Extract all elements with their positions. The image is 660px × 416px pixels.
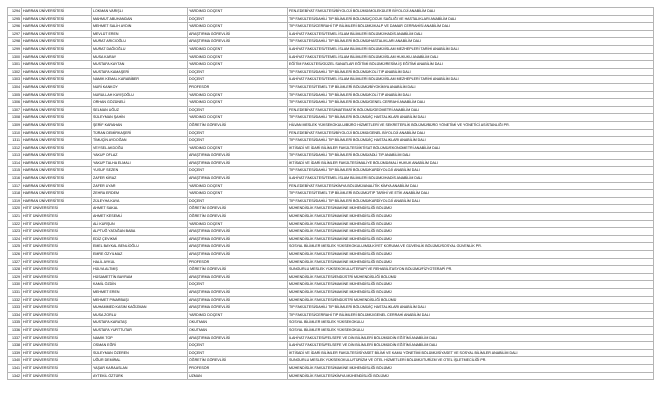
person-name-cell[interactable]: ALİ KURŞUN [92,220,188,228]
department-cell[interactable]: TIP FAKÜLTESİ/TEMEL TIP BİLİMLERİ BÖLÜMÜ/TIP TARİHİ VE ETİK ANABİLİM DALI [288,190,654,198]
table-row [8,220,654,228]
university-cell[interactable]: HARRAN ÜNİVERSİTESİ [22,121,92,129]
row-number-cell[interactable]: 1325 [8,243,22,251]
department-cell[interactable]: İKTİSADİ VE İDARİ BİLİMLER FAKÜLTESİ/İKTİSAT BÖLÜMÜ/EKONOMETRİ ANABİLİM DALI [288,144,654,152]
row-number-cell[interactable]: 1300 [8,53,22,61]
academic-title-cell[interactable]: DOÇENT [188,76,288,84]
academic-title-cell[interactable]: ARAŞTIRMA GÖREVLİSİ [188,304,288,312]
academic-title-cell[interactable]: ÖĞRETİM GÖREVLİSİ [188,357,288,365]
academic-title-cell[interactable]: YARDIMCI DOÇENT [188,99,288,107]
university-cell[interactable]: HARRAN ÜNİVERSİTESİ [22,137,92,145]
academic-title-cell[interactable]: DOÇENT [188,15,288,23]
academic-title-cell[interactable]: OKUTMAN [188,326,288,334]
academic-title-cell[interactable]: ARAŞTIRMA GÖREVLİSİ [188,243,288,251]
person-name-cell[interactable]: YAŞAR KARAASLAN [92,364,188,372]
row-number-cell[interactable]: 1337 [8,334,22,342]
academic-title-cell[interactable]: ARAŞTIRMA GÖREVLİSİ [188,251,288,259]
person-name-cell[interactable]: EMEL BAYKAL BENLİOĞLU [92,243,188,251]
person-name-cell[interactable]: NAMIK TOP [92,334,188,342]
person-name-cell[interactable]: YAKUP OFLAZ [92,152,188,160]
row-number-cell[interactable]: 1315 [8,167,22,175]
person-name-cell[interactable]: MUSTAFA YURTTUTAR [92,326,188,334]
university-cell[interactable]: HARRAN ÜNİVERSİTESİ [22,15,92,23]
table-row [8,152,654,160]
person-name-cell[interactable]: SÜLEYMAN ŞAHİN [92,114,188,122]
row-number-cell[interactable]: 1306 [8,99,22,107]
person-name-cell[interactable]: AHMET KESEMLİ [92,213,188,221]
academic-title-cell[interactable]: OKUTMAN [188,319,288,327]
university-cell[interactable]: HARRAN ÜNİVERSİTESİ [22,175,92,183]
university-cell[interactable]: HİTİT ÜNİVERSİTESİ [22,334,92,342]
row-number-cell[interactable]: 1307 [8,106,22,114]
row-number-cell[interactable]: 1316 [8,175,22,183]
table-row [8,364,654,372]
table-row [8,91,654,99]
person-name-cell[interactable]: MURAT DAĞIOĞLU [92,45,188,53]
university-cell[interactable]: HİTİT ÜNİVERSİTESİ [22,319,92,327]
table-row [8,296,654,304]
university-cell[interactable]: HİTİT ÜNİVERSİTESİ [22,243,92,251]
department-cell[interactable]: TIP FAKÜLTESİ/DAHİLİ TIP BİLİMLERİ BÖLÜMÜ/İÇ HASTALIKLARI ANABİLİM DALI [288,137,654,145]
row-number-cell[interactable]: 1334 [8,311,22,319]
department-cell[interactable]: MÜHENDİSLİK FAKÜLTESİ/ENDÜSTRİ MÜHENDİSLİĞİ BÖLÜMÜ [288,273,654,281]
person-name-cell[interactable]: HALİL AYKUL [92,258,188,266]
person-name-cell[interactable]: AHMET SAKAL [92,205,188,213]
university-cell[interactable]: HİTİT ÜNİVERSİTESİ [22,228,92,236]
table-row [8,129,654,137]
department-cell[interactable]: SUNGURLU MESLEK YÜKSEKOKULU/TÜRİZM VE OTEL HİZMETLERİ BÖLÜMÜ/TURİZM VE OTEL İŞLETMECİLİĞİ PR. [288,357,654,365]
department-cell[interactable]: MÜHENDİSLİK FAKÜLTESİ/MAKİNE MÜHENDİSLİĞİ BÖLÜMÜ [288,213,654,221]
person-name-cell[interactable]: UĞUR DEMİRAL [92,357,188,365]
university-cell[interactable]: HARRAN ÜNİVERSİTESİ [22,99,92,107]
academic-title-cell[interactable]: DOÇENT [188,342,288,350]
department-cell[interactable]: TIP FAKÜLTESİ/TEMEL TIP BİLİMLERİ BÖLÜMÜ/BİYOKİMYA ANABİLİM DALI [288,83,654,91]
department-cell[interactable]: MÜHENDİSLİK FAKÜLTESİ/MAKİNE MÜHENDİSLİĞİ BÖLÜMÜ [288,251,654,259]
person-name-cell[interactable]: SELMAN UĞUZ [92,106,188,114]
table-row [8,281,654,289]
university-cell[interactable]: HARRAN ÜNİVERSİTESİ [22,144,92,152]
row-number-cell[interactable]: 1338 [8,342,22,350]
university-cell[interactable]: HARRAN ÜNİVERSİTESİ [22,167,92,175]
academic-title-cell[interactable]: YARDIMCI DOÇENT [188,53,288,61]
academic-title-cell[interactable]: ARAŞTIRMA GÖREVLİSİ [188,30,288,38]
staff-table-body [8,8,654,380]
person-name-cell[interactable]: MUSTAFA KAYTAN [92,61,188,69]
staff-table [7,7,654,380]
academic-title-cell[interactable]: PROFESÖR [188,83,288,91]
department-cell[interactable]: İLAHİYAT FAKÜLTESİ/TEMEL İSLAM BİLİMLERİ BÖLÜMÜ/İSLAM HUKUKU ANABİLİM DALI [288,53,654,61]
person-name-cell[interactable]: MUSA ZORLU [92,311,188,319]
table-row [8,106,654,114]
table-row [8,83,654,91]
row-number-cell[interactable]: 1303 [8,76,22,84]
person-name-cell[interactable]: YAKUP TALHA ELMALI [92,159,188,167]
university-cell[interactable]: HARRAN ÜNİVERSİTESİ [22,45,92,53]
table-row [8,121,654,129]
table-row [8,61,654,69]
academic-title-cell[interactable]: DOÇENT [188,197,288,205]
table-row [8,266,654,274]
table-row [8,197,654,205]
department-cell[interactable]: HİLVAN MESLEK YÜKSEKOKULU/BÜRO HİZMETLERİ VE SEKRETERLİK BÖLÜMÜ/BÜRO YÖNETİMİ VE YÖNETİCİ ASİSTANLIĞI PR. [288,121,654,129]
academic-title-cell[interactable]: DOÇENT [188,68,288,76]
university-cell[interactable]: HİTİT ÜNİVERSİTESİ [22,296,92,304]
row-number-cell[interactable]: 1301 [8,61,22,69]
person-name-cell[interactable]: OSMAN EĞRİ [92,342,188,350]
department-cell[interactable]: MÜHENDİSLİK FAKÜLTESİ/MAKİNE MÜHENDİSLİĞİ BÖLÜMÜ [288,235,654,243]
department-cell[interactable]: TIP FAKÜLTESİ/DAHİLİ TIP BİLİMLERİ BÖLÜMÜ/GENEL CERRAHİ ANABİLİM DALI [288,99,654,107]
table-row [8,137,654,145]
table-row [8,288,654,296]
academic-title-cell[interactable]: ÖĞRETİM GÖREVLİSİ [188,121,288,129]
academic-title-cell[interactable]: YARDIMCI DOÇENT [188,190,288,198]
row-number-cell[interactable]: 1342 [8,372,22,380]
university-cell[interactable]: HİTİT ÜNİVERSİTESİ [22,311,92,319]
academic-title-cell[interactable]: PROFESÖR [188,364,288,372]
academic-title-cell[interactable]: ARAŞTIRMA GÖREVLİSİ [188,334,288,342]
row-number-cell[interactable]: 1296 [8,23,22,31]
person-name-cell[interactable]: ALPTUĞ YATAĞAN BABA [92,228,188,236]
person-name-cell[interactable]: MUSTAFA KAMAŞERİ [92,68,188,76]
person-name-cell[interactable]: MEHMET PINARBAŞI [92,296,188,304]
department-cell[interactable]: MÜHENDİSLİK FAKÜLTESİ/ENDÜSTRİ MÜHENDİSLİĞİ BÖLÜMÜ [288,296,654,304]
table-row [8,372,654,380]
department-cell[interactable]: TIP FAKÜLTESİ/DAHİLİ TIP BİLİMLERİ BÖLÜMÜ/HASTALIKLARI ANABİLİM DALI [288,38,654,46]
table-row [8,38,654,46]
person-name-cell[interactable]: ZAFER KİRAZ [92,175,188,183]
university-cell[interactable]: HARRAN ÜNİVERSİTESİ [22,61,92,69]
row-number-cell[interactable]: 1328 [8,266,22,274]
university-cell[interactable]: HARRAN ÜNİVERSİTESİ [22,23,92,31]
person-name-cell[interactable]: ZÜLEYHA KAYA [92,197,188,205]
row-number-cell[interactable]: 1318 [8,190,22,198]
person-name-cell[interactable]: HÜSAMETTİN BAYRAM [92,273,188,281]
university-cell[interactable]: HARRAN ÜNİVERSİTESİ [22,106,92,114]
university-cell[interactable]: HARRAN ÜNİVERSİTESİ [22,8,92,16]
table-row [8,342,654,350]
department-cell[interactable]: MÜHENDİSLİK FAKÜLTESİ/MAKİNE MÜHENDİSLİĞİ BÖLÜMÜ [288,281,654,289]
table-row [8,45,654,53]
department-cell[interactable]: İLAHİYAT FAKÜLTESİ/TEMEL İSLAM BİLİMLERİ BÖLÜMÜ/İSLAM MEZHEPLERİ TARİHİ ANABİLİM DALI [288,45,654,53]
department-cell[interactable]: TIP FAKÜLTESİ/DAHİLİ TIP BİLİMLERİ BÖLÜMÜ/İÇ HASTALIKLARI ANABİLİM DALI [288,304,654,312]
department-cell[interactable]: TIP FAKÜLTESİ/DAHİLİ TIP BİLİMLERİ BÖLÜMÜ/KARDİYOLOJİ ANABİLİM DALI [288,197,654,205]
table-row [8,258,654,266]
department-cell[interactable]: MÜHENDİSLİK FAKÜLTESİ/MAKİNE MÜHENDİSLİĞİ BÖLÜMÜ [288,228,654,236]
department-cell[interactable]: FEN-EDEBİYAT FAKÜLTESİ/BİYOLOJİ BÖLÜMÜ/MOLEKÜLER BİYOLOJİ ANABİLİM DALI [288,8,654,16]
academic-title-cell[interactable]: YARDIMCI DOÇENT [188,220,288,228]
academic-title-cell[interactable]: ARAŞTIRMA GÖREVLİSİ [188,38,288,46]
university-cell[interactable]: HİTİT ÜNİVERSİTESİ [22,349,92,357]
academic-title-cell[interactable]: DOÇENT [188,349,288,357]
row-number-cell[interactable]: 1335 [8,319,22,327]
department-cell[interactable]: İLAHİYAT FAKÜLTESİ/TEMEL İSLAM BİLİMLERİ BÖLÜMÜ/HADİS ANABİLİM DALI [288,30,654,38]
table-row [8,357,654,365]
row-number-cell[interactable]: 1304 [8,83,22,91]
academic-title-cell[interactable]: ARAŞTIRMA GÖREVLİSİ [188,296,288,304]
table-row [8,182,654,190]
row-number-cell[interactable]: 1331 [8,288,22,296]
department-cell[interactable]: FEN-EDEBİYAT FAKÜLTESİ/MATEMATİK BÖLÜMÜ/GEOMETRİ ANABİLİM DALI [288,106,654,114]
university-cell[interactable]: HİTİT ÜNİVERSİTESİ [22,326,92,334]
person-name-cell[interactable]: TÜRAN DEMİRKAŞERİ [92,129,188,137]
academic-title-cell[interactable]: ÖĞRETİM GÖREVLİSİ [188,205,288,213]
table-row [8,8,654,16]
university-cell[interactable]: HİTİT ÜNİVERSİTESİ [22,372,92,380]
person-name-cell[interactable]: LOKMAN VARIŞLI [92,8,188,16]
table-row [8,144,654,152]
department-cell[interactable]: SUNGURLU MESLEK YÜKSEKOKULU/TERAPİ VE REHABİLİTASYON BÖLÜMÜ/FİZYOTERAPİ PR. [288,266,654,274]
university-cell[interactable]: HİTİT ÜNİVERSİTESİ [22,220,92,228]
person-name-cell[interactable]: NURULLAH KAYIŞOĞLU [92,91,188,99]
person-name-cell[interactable]: AYTEKİL ÖZTÜRK [92,372,188,380]
row-number-cell[interactable]: 1294 [8,8,22,16]
person-name-cell[interactable]: EDİZ ÇEVIKMİ [92,235,188,243]
department-cell[interactable]: SOSYAL BİLİMLER MESLEK YÜKSEKOKULU/MÜLKİYET KORUMA VE GÜVENLİK BÖLÜMÜ/SOSYAL GÜVENLİK PR. [288,243,654,251]
academic-title-cell[interactable]: ARAŞTIRMA GÖREVLİSİ [188,235,288,243]
academic-title-cell[interactable]: YARDIMCI DOÇENT [188,45,288,53]
row-number-cell[interactable]: 1332 [8,296,22,304]
academic-title-cell[interactable]: YARDIMCI DOÇENT [188,23,288,31]
table-row [8,334,654,342]
academic-title-cell[interactable]: ARAŞTIRMA GÖREVLİSİ [188,228,288,236]
department-cell[interactable]: TIP FAKÜLTESİ/CERRAHİ TIP BİLİMLERİ BÖLÜMÜ/GENEL CERRAHİ ANABİLİM DALI [288,311,654,319]
person-name-cell[interactable]: SÜLEYMAN ÖZEREN [92,349,188,357]
academic-title-cell[interactable]: ARAŞTIRMA GÖREVLİSİ [188,273,288,281]
table-row [8,349,654,357]
university-cell[interactable]: HİTİT ÜNİVERSİTESİ [22,213,92,221]
academic-title-cell[interactable]: ARAŞTIRMA GÖREVLİSİ [188,159,288,167]
department-cell[interactable]: İLAHİYAT FAKÜLTESİ/TEMEL İSLAM BİLİMLERİ BÖLÜMÜ/HADİS ANABİLİM DALI [288,175,654,183]
table-row [8,326,654,334]
department-cell[interactable]: SOSYAL BİLİMLER MESLEK YÜKSEKOKULU [288,319,654,327]
university-cell[interactable]: HARRAN ÜNİVERSİTESİ [22,129,92,137]
university-cell[interactable]: HARRAN ÜNİVERSİTESİ [22,91,92,99]
row-number-cell[interactable]: 1310 [8,129,22,137]
table-row [8,304,654,312]
table-row [8,213,654,221]
university-cell[interactable]: HİTİT ÜNİVERSİTESİ [22,235,92,243]
department-cell[interactable]: FEN-EDEBİYAT FAKÜLTESİ/KİMYA BÖLÜMÜ/ANALİTİK KİMYA ANABİLİM DALI [288,182,654,190]
department-cell[interactable]: MÜHENDİSLİK FAKÜLTESİ/KİMYA MÜHENDİSLİĞİ BÖLÜMÜ [288,372,654,380]
row-number-cell[interactable]: 1339 [8,349,22,357]
table-row [8,76,654,84]
academic-title-cell[interactable]: DOÇENT [188,167,288,175]
university-cell[interactable]: HARRAN ÜNİVERSİTESİ [22,38,92,46]
row-number-cell[interactable]: 1324 [8,235,22,243]
academic-title-cell[interactable]: YARDIMCI DOÇENT [188,182,288,190]
row-number-cell[interactable]: 1297 [8,30,22,38]
academic-title-cell[interactable]: YARDIMCI DOÇENT [188,8,288,16]
academic-title-cell[interactable]: YARDIMCI DOÇENT [188,144,288,152]
table-row [8,68,654,76]
academic-title-cell[interactable]: YARDIMCI DOÇENT [188,91,288,99]
table-row [8,273,654,281]
person-name-cell[interactable]: ZAFER UYAR [92,182,188,190]
row-number-cell[interactable]: 1340 [8,357,22,365]
academic-title-cell[interactable]: ARAŞTIRMA GÖREVLİSİ [188,175,288,183]
university-cell[interactable]: HİTİT ÜNİVERSİTESİ [22,357,92,365]
row-number-cell[interactable]: 1295 [8,15,22,23]
department-cell[interactable]: TIP FAKÜLTESİ/DAHİLİ TIP BİLİMLERİ BÖLÜMÜ/ÇOCUK SAĞLIĞI VE HASTALIKLARI ANABİLİM DALI [288,15,654,23]
table-row [8,228,654,236]
department-cell[interactable]: MÜHENDİSLİK FAKÜLTESİ/MAKİNE MÜHENDİSLİĞİ BÖLÜMÜ [288,205,654,213]
department-cell[interactable]: TIP FAKÜLTESİ/DAHİLİ TIP BİLİMLERİ BÖLÜMÜ/KARDİYOLOJİ ANABİLİM DALI [288,167,654,175]
row-number-cell[interactable]: 1308 [8,114,22,122]
table-row [8,23,654,31]
academic-title-cell[interactable]: ARAŞTIRMA GÖREVLİSİ [188,288,288,296]
person-name-cell[interactable]: MURAT ARICIOĞLU [92,38,188,46]
academic-title-cell[interactable]: DOÇENT [188,137,288,145]
table-row [8,243,654,251]
academic-title-cell[interactable]: DOÇENT [188,106,288,114]
row-number-cell[interactable]: 1317 [8,182,22,190]
person-name-cell[interactable]: ZEHRA ERDEM [92,190,188,198]
university-cell[interactable]: HİTİT ÜNİVERSİTESİ [22,266,92,274]
university-cell[interactable]: HİTİT ÜNİVERSİTESİ [22,304,92,312]
person-name-cell[interactable]: TİMUÇİN AYDOĞAN [92,137,188,145]
row-number-cell[interactable]: 1298 [8,38,22,46]
table-row [8,190,654,198]
university-cell[interactable]: HARRAN ÜNİVERSİTESİ [22,114,92,122]
university-cell[interactable]: HİTİT ÜNİVERSİTESİ [22,273,92,281]
person-name-cell[interactable]: MAHMUT ABUHANDAN [92,15,188,23]
row-number-cell[interactable]: 1309 [8,121,22,129]
row-number-cell[interactable]: 1321 [8,213,22,221]
department-cell[interactable]: İLAHİYAT FAKÜLTESİ/TEMEL İSLAM BİLİMLERİ BÖLÜMÜ/İSLAM MEZHEPLERİ TARİHİ ANABİLİM DALI [288,76,654,84]
department-cell[interactable]: FEN-EDEBİYAT FAKÜLTESİ/BİYOLOJİ BÖLÜMÜ/GENEL BİYOLOJİ ANABİLİM DALI [288,129,654,137]
department-cell[interactable]: SOSYAL BİLİMLER MESLEK YÜKSEKOKULU [288,326,654,334]
person-name-cell[interactable]: MEHMET SALİH AYDIN [92,23,188,31]
university-cell[interactable]: HİTİT ÜNİVERSİTESİ [22,342,92,350]
university-cell[interactable]: HARRAN ÜNİVERSİTESİ [22,30,92,38]
department-cell[interactable]: EĞİTİM FAKÜLTESİ/GÜZEL SANATLAR EĞİTİMİ BÖLÜMÜ/RESİM-İŞ EĞİTİMİ ANABİLİM DALI [288,61,654,69]
row-number-cell[interactable]: 1314 [8,159,22,167]
academic-title-cell[interactable]: YARDIMCI DOÇENT [188,311,288,319]
department-cell[interactable]: MÜHENDİSLİK FAKÜLTESİ/MAKİNE MÜHENDİSLİĞİ BÖLÜMÜ [288,258,654,266]
person-name-cell[interactable]: ŞERİF KARAHAN [92,121,188,129]
academic-title-cell[interactable]: PROFESÖR [188,258,288,266]
person-name-cell[interactable]: VEYSEL AKDOĞU [92,144,188,152]
person-name-cell[interactable]: NURİ KANKOY [92,83,188,91]
row-number-cell[interactable]: 1323 [8,228,22,236]
department-cell[interactable]: MÜHENDİSLİK FAKÜLTESİ/MAKİNE MÜHENDİSLİĞİ BÖLÜMÜ [288,220,654,228]
table-row [8,53,654,61]
person-name-cell[interactable]: MUHAMMED KASIM KAĞIZMAN [92,304,188,312]
university-cell[interactable]: HARRAN ÜNİVERSİTESİ [22,152,92,160]
person-name-cell[interactable]: YUSUF SEZEN [92,167,188,175]
person-name-cell[interactable]: HÜLYA ALTMIŞ [92,266,188,274]
table-row [8,99,654,107]
person-name-cell[interactable]: KAMİL ÖZDİN [92,281,188,289]
table-row [8,175,654,183]
row-number-cell[interactable]: 1330 [8,281,22,289]
row-number-cell[interactable]: 1326 [8,251,22,259]
department-cell[interactable]: İLAHİYAT FAKÜLTESİ/FELSEFE VE DİN BİLİMLERİ BÖLÜMÜ/DİN EĞİTİMİ ANABİLİM DALI [288,342,654,350]
row-number-cell[interactable]: 1312 [8,144,22,152]
row-number-cell[interactable]: 1333 [8,304,22,312]
person-name-cell[interactable]: MEVLÜT EREN [92,30,188,38]
spreadsheet [7,7,654,380]
department-cell[interactable]: TIP FAKÜLTESİ/DAHİLİ TIP BİLİMLERİ BÖLÜMÜ/KOLİ TIP ANABİLİM DALI [288,91,654,99]
person-name-cell[interactable]: NAMIK KEMAL KARABİBER [92,76,188,84]
university-cell[interactable]: HARRAN ÜNİVERSİTESİ [22,76,92,84]
person-name-cell[interactable]: EMRE ÖZYILMAZ [92,251,188,259]
academic-title-cell[interactable]: ARAŞTIRMA GÖREVLİSİ [188,152,288,160]
academic-title-cell[interactable]: DOÇENT [188,129,288,137]
row-number-cell[interactable]: 1322 [8,220,22,228]
academic-title-cell[interactable]: ÖĞRETİM GÖREVLİSİ [188,266,288,274]
table-row [8,319,654,327]
university-cell[interactable]: HARRAN ÜNİVERSİTESİ [22,159,92,167]
university-cell[interactable]: HARRAN ÜNİVERSİTESİ [22,68,92,76]
person-name-cell[interactable]: MEHMET EREN [92,288,188,296]
table-row [8,251,654,259]
table-row [8,114,654,122]
academic-title-cell[interactable]: YARDIMCI DOÇENT [188,114,288,122]
table-row [8,167,654,175]
department-cell[interactable]: İKTİSADİ VE İDARİ BİLİMLER FAKÜLTESİ/MALİYE BÖLÜMÜ/MALİ HUKUK ANABİLİM DALI [288,159,654,167]
department-cell[interactable]: İKTİSADİ VE İDARİ BİLİMLER FAKÜLTESİ/SİYASET BİLİMİ VE KAMU YÖNETİMİ BÖLÜMÜ/SİYASET VE SOSYAL BİLİMLER ANABİLİM DALI [288,349,654,357]
department-cell[interactable]: MÜHENDİSLİK FAKÜLTESİ/MAKİNE MÜHENDİSLİĞİ BÖLÜMÜ [288,364,654,372]
table-row [8,205,654,213]
row-number-cell[interactable]: 1327 [8,258,22,266]
academic-title-cell[interactable]: YARDIMCI DOÇENT [188,61,288,69]
university-cell[interactable]: HİTİT ÜNİVERSİTESİ [22,251,92,259]
department-cell[interactable]: TIP FAKÜLTESİ/DAHİLİ TIP BİLİMLERİ BÖLÜMÜ/İÇ HASTALIKLARI ANABİLİM DALI [288,114,654,122]
university-cell[interactable]: HARRAN ÜNİVERSİTESİ [22,182,92,190]
person-name-cell[interactable]: MUSA KARAY [92,53,188,61]
university-cell[interactable]: HİTİT ÜNİVERSİTESİ [22,364,92,372]
row-number-cell[interactable]: 1329 [8,273,22,281]
row-number-cell[interactable]: 1311 [8,137,22,145]
university-cell[interactable]: HİTİT ÜNİVERSİTESİ [22,205,92,213]
row-number-cell[interactable]: 1341 [8,364,22,372]
university-cell[interactable]: HARRAN ÜNİVERSİTESİ [22,190,92,198]
university-cell[interactable]: HİTİT ÜNİVERSİTESİ [22,281,92,289]
row-number-cell[interactable]: 1302 [8,68,22,76]
table-row [8,30,654,38]
university-cell[interactable]: HİTİT ÜNİVERSİTESİ [22,288,92,296]
row-number-cell[interactable]: 1319 [8,197,22,205]
table-row [8,15,654,23]
department-cell[interactable]: TIP FAKÜLTESİ/DAHİLİ TIP BİLİMLERİ BÖLÜMÜ/KOLİ TIP ANABİLİM DALI [288,68,654,76]
row-number-cell[interactable]: 1305 [8,91,22,99]
academic-title-cell[interactable]: ÖĞRETİM GÖREVLİSİ [188,213,288,221]
row-number-cell[interactable]: 1313 [8,152,22,160]
university-cell[interactable]: HİTİT ÜNİVERSİTESİ [22,258,92,266]
department-cell[interactable]: TIP FAKÜLTESİ/CERRAHİ TIP BİLİMLERİ BÖLÜMÜ/KALP VE DAMAR CERRAHİSİ ANABİLİM DALI [288,23,654,31]
academic-title-cell[interactable]: UZMAN [188,372,288,380]
department-cell[interactable]: MÜHENDİSLİK FAKÜLTESİ/MAKİNE MÜHENDİSLİĞİ BÖLÜMÜ [288,288,654,296]
university-cell[interactable]: HARRAN ÜNİVERSİTESİ [22,53,92,61]
row-number-cell[interactable]: 1299 [8,45,22,53]
person-name-cell[interactable]: MUSTAFA KARATAŞ [92,319,188,327]
university-cell[interactable]: HARRAN ÜNİVERSİTESİ [22,197,92,205]
table-row [8,235,654,243]
table-row [8,311,654,319]
person-name-cell[interactable]: ORHAN GÖZÜNELİ [92,99,188,107]
row-number-cell[interactable]: 1336 [8,326,22,334]
table-row [8,159,654,167]
academic-title-cell[interactable]: DOÇENT [188,281,288,289]
row-number-cell[interactable]: 1320 [8,205,22,213]
university-cell[interactable]: HARRAN ÜNİVERSİTESİ [22,83,92,91]
department-cell[interactable]: TIP FAKÜLTESİ/DAHİLİ TIP BİLİMLERİ BÖLÜMÜ/ADLİ TIP ANABİLİM DALI [288,152,654,160]
department-cell[interactable]: İLAHİYAT FAKÜLTESİ/FELSEFE VE DİN BİLİMLERİ BÖLÜMÜ/DİN EĞİTİMİ ANABİLİM DALI [288,334,654,342]
